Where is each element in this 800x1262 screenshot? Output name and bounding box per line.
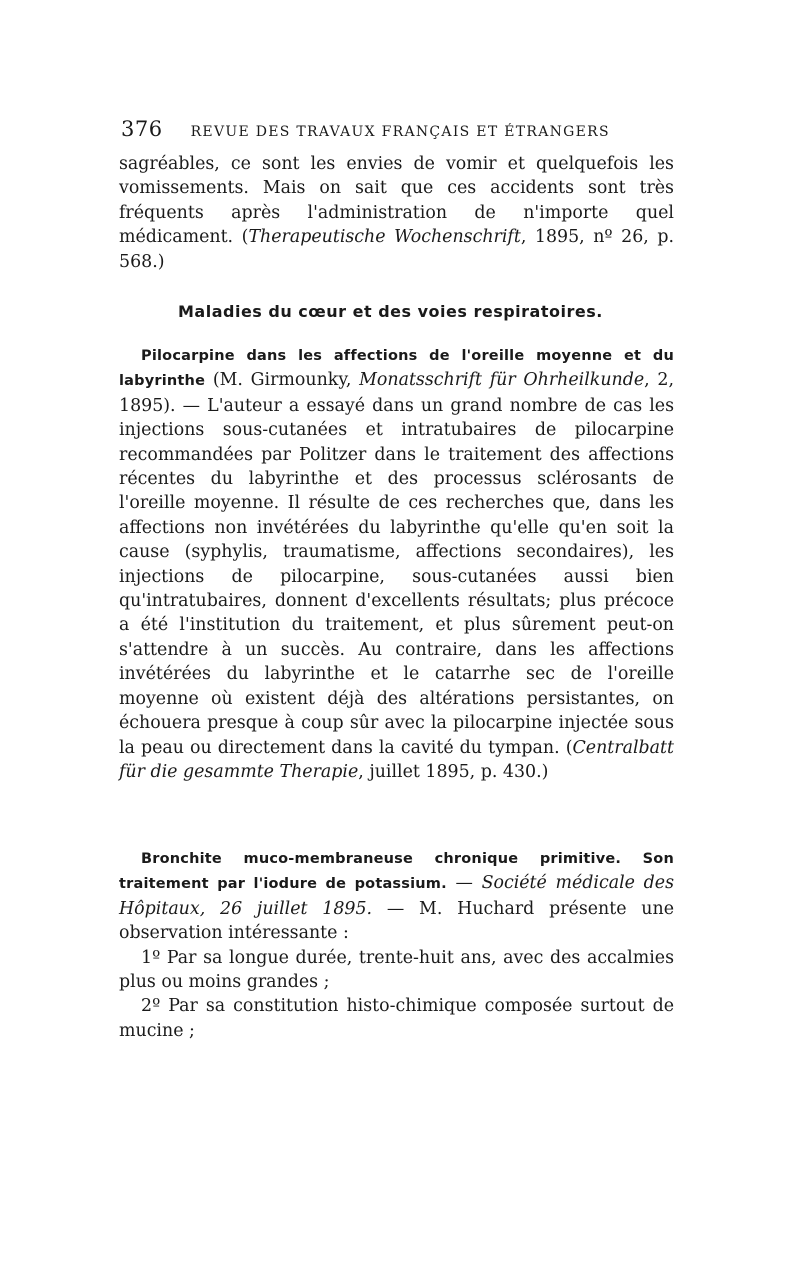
intro-paragraph bbox=[119, 152, 674, 274]
article-body: — M. Huchard présente une observation intéressante : bbox=[119, 898, 674, 944]
page-number: 376 bbox=[121, 117, 163, 141]
intro-journal: Therapeutische Wochenschrift bbox=[248, 227, 521, 248]
article-reference: (Centralbatt für die gesammte Therapie, juillet 1895, p. 430.) bbox=[119, 737, 674, 782]
article-title: Pilocarpine dans les affections de l'oreille moyenne et du labyrinthe bbox=[119, 348, 674, 390]
article-bronchite: Bronchite muco-membraneuse chronique primitive. Son traitement par l'iodure de potassium. — Société médicale des Hôpitaux, 26 juillet 1895. — M. Huchard présente une observation intéressante : 1º Par sa longue durée, trente-huit ans, avec des accalmies plus ou moins grandes ; 2º Par sa constitution histo-chimique composée surtout de mucine ; bbox=[119, 846, 674, 1043]
intro-text: sagréables, ce sont les envies de vomir et quelquefois les vomissements. Mais on sait que ces accidents sont très fréquents après l'administration de n'importe quel médicament. bbox=[119, 154, 674, 248]
article-pilocarpine bbox=[119, 343, 674, 784]
article-journal: Monatsschrift für Ohrheilkunde bbox=[359, 370, 645, 391]
running-head bbox=[121, 117, 681, 143]
intro-reference: (Therapeutische Wochenschrift, 1895, nº 26, p. 568.) bbox=[119, 227, 674, 272]
article-author: (M. Girmounky, bbox=[205, 370, 360, 391]
reference-journal: Centralbatt für die gesammte Therapie bbox=[119, 737, 674, 782]
running-title: REVUE DES TRAVAUX FRANÇAIS ET ÉTRANGERS bbox=[190, 124, 610, 140]
society-reference: Société médicale des Hôpitaux, 26 juillet 1895. bbox=[119, 873, 674, 919]
article-title: Bronchite muco-membraneuse chronique primitive. Son traitement par l'iodure de potassium. bbox=[119, 851, 674, 893]
list-item: 2º Par sa constitution histo-chimique composée surtout de mucine ; bbox=[119, 996, 674, 1041]
section-heading: Maladies du cœur et des voies respiratoires. bbox=[178, 302, 603, 321]
list-item: 1º Par sa longue durée, trente-huit ans, avec des accalmies plus ou moins grandes ; bbox=[119, 947, 674, 993]
article-body: , 2, 1895). — L'auteur a essayé dans un grand nombre de cas les injections sous-cutanées et intratubaires de pilocarpine recommandées par Politzer dans le traitement des affections récentes du labyrinthe et des processus sclérosants de l'oreille moyenne. Il résulte de ces recherches que, dans les affections non invétérées du labyrinthe qu'elle qu'en soit la cause (syphylis, traumatisme, affections secondaires), les injections de pilocarpine, sous-cutanées aussi bien qu'intratubaires, donnent d'excellents résultats; plus précoce a été l'institution du traitement, et plus sûrement peut-on s'attendre à un succès. Au contraire, dans les affections invétérées du labyrinthe et le catarrhe sec de l'oreille moyenne où existent déjà des altérations persistantes, on échouera presque à coup sûr avec la pilocarpine injectée sous la peau ou directement dans la cavité du tympan. bbox=[119, 370, 674, 758]
